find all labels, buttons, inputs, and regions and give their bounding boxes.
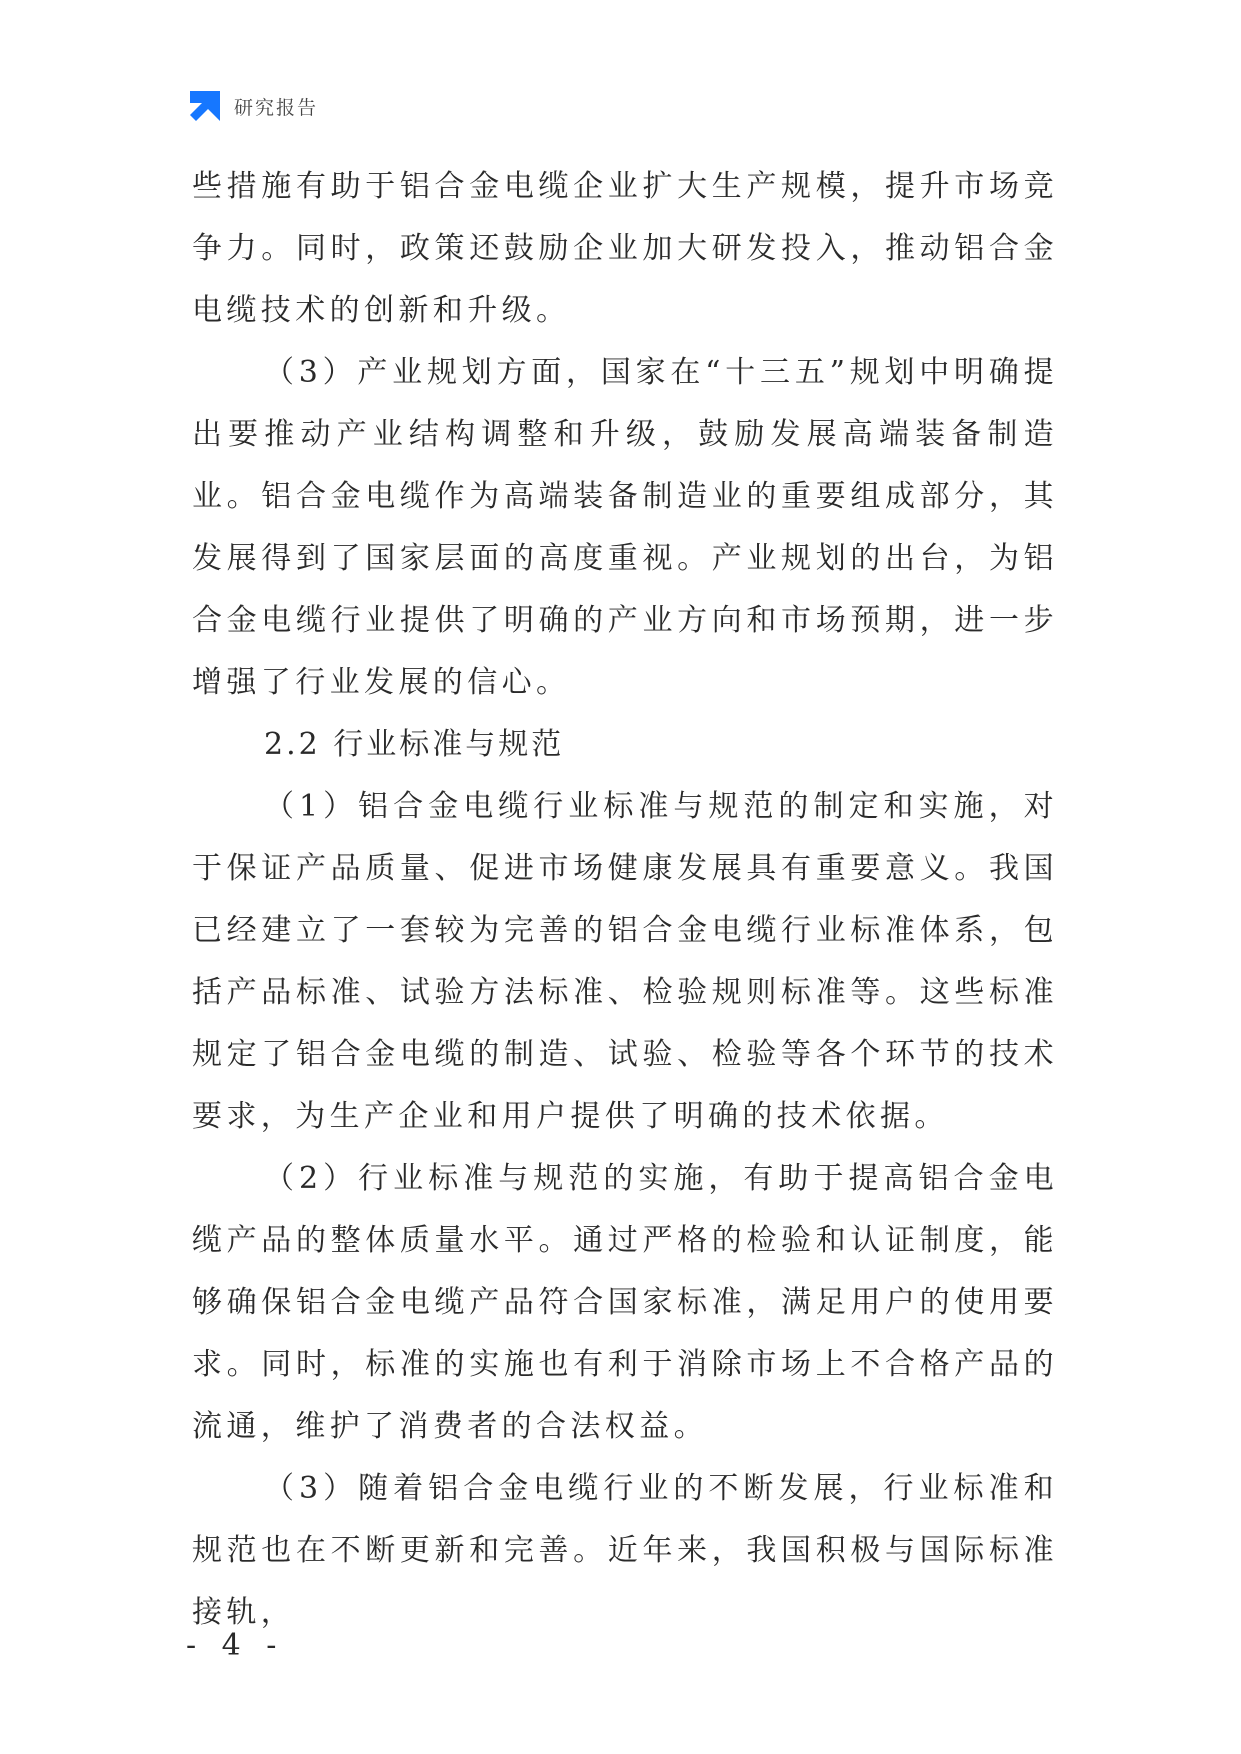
section-heading-2-2: 2.2 行业标准与规范: [264, 727, 565, 762]
document-body: [192, 156, 1058, 1644]
paragraph-continuation: 些措施有助于铝合金电缆企业扩大生产规模，提升市场竞争力。同时，政策还鼓励企业加大研发投入，推动铝合金电缆技术的创新和升级。: [192, 169, 1058, 328]
paragraph-standards-3: （3）随着铝合金电缆行业的不断发展，行业标准和规范也在不断更新和完善。近年来，我国积极与国际标准接轨，: [192, 1471, 1058, 1630]
report-header: [188, 88, 318, 124]
paragraph-standards-2: （2）行业标准与规范的实施，有助于提高铝合金电缆产品的整体质量水平。通过严格的检验和认证制度，能够确保铝合金电缆产品符合国家标准，满足用户的使用要求。同时，标准的实施也有利于消除市场上不合格产品的流通，维护了消费者的合法权益。: [192, 1161, 1058, 1444]
paragraph-industry-planning: （3）产业规划方面，国家在“十三五”规划中明确提出要推动产业结构调整和升级，鼓励发展高端装备制造业。铝合金电缆作为高端装备制造业的重要组成部分，其发展得到了国家层面的高度重视。产业规划的出台，为铝合金电缆行业提供了明确的产业方向和市场预期，进一步增强了行业发展的信心。: [192, 355, 1058, 700]
page-number: - 4 -: [186, 1628, 285, 1663]
paragraph-standards-1: （1）铝合金电缆行业标准与规范的制定和实施，对于保证产品质量、促进市场健康发展具有重要意义。我国已经建立了一套较为完善的铝合金电缆行业标准体系，包括产品标准、试验方法标准、检验规则标准等。这些标准规定了铝合金电缆的制造、试验、检验等各个环节的技术要求，为生产企业和用户提供了明确的技术依据。: [192, 789, 1058, 1134]
header-title: 研究报告: [234, 96, 319, 119]
logo-arrow-icon: [188, 89, 222, 123]
